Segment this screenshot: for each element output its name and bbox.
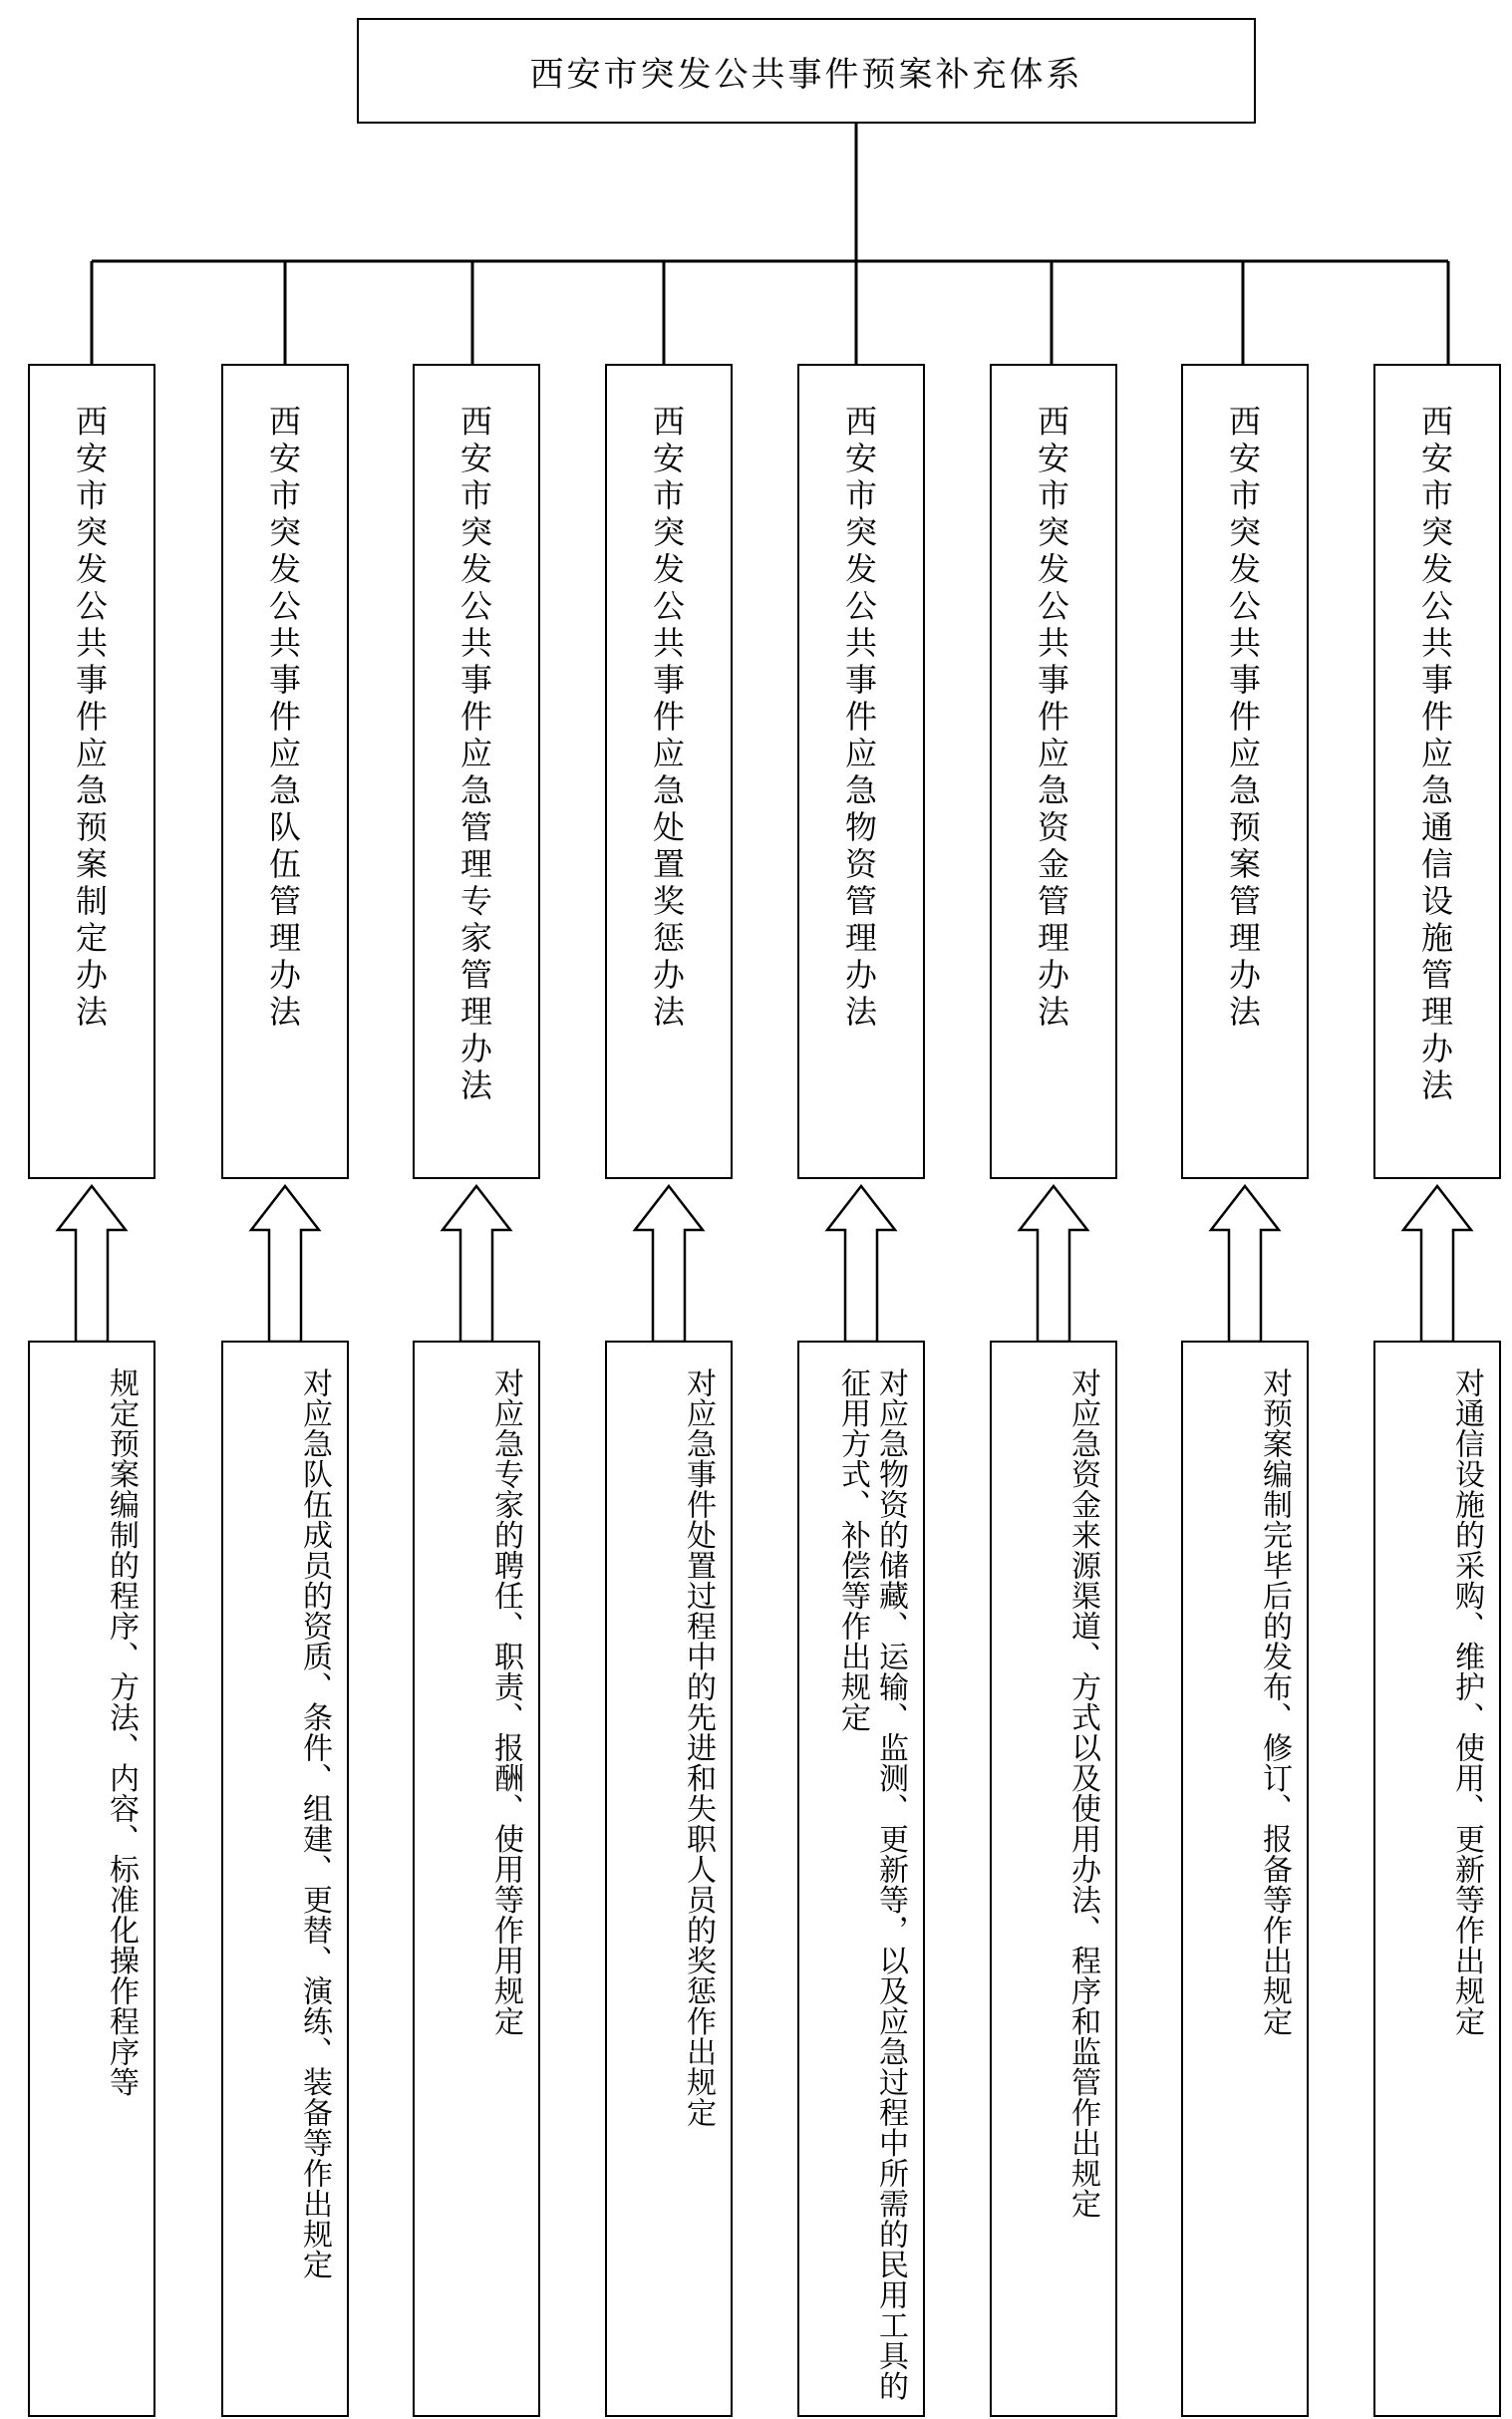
up-arrow-icon <box>247 1184 323 1344</box>
up-arrow-icon <box>631 1184 707 1344</box>
root-title: 西安市突发公共事件预案补充体系 <box>529 54 1083 95</box>
plan-title-4: 西安市突发公共事件应急处置奖惩办法 <box>652 403 685 1031</box>
desc-box-4 <box>605 1341 733 2417</box>
plan-box-6 <box>990 364 1117 1179</box>
up-arrow-icon <box>1207 1184 1283 1344</box>
desc-box-1 <box>28 1341 155 2417</box>
desc-text-7: 对预案编制完毕后的发布、修订、报备等作出规定 <box>1257 1367 1292 2036</box>
desc-text-2: 对应急队伍成员的资质、条件、组建、更替、演练、装备等作出规定 <box>297 1367 332 2279</box>
desc-text-3: 对应急专家的聘任、职责、报酬、使用等作用规定 <box>488 1367 523 2036</box>
plan-title-1: 西安市突发公共事件应急预案制定办法 <box>75 403 108 1031</box>
desc-box-3 <box>413 1341 540 2417</box>
plan-title-8: 西安市突发公共事件应急通信设施管理办法 <box>1420 403 1453 1104</box>
up-arrow-icon <box>823 1184 899 1344</box>
desc-box-7 <box>1181 1341 1309 2417</box>
up-arrow-icon <box>1399 1184 1475 1344</box>
desc-text-5: 对应急物资的储藏、运输、监测、更新等，以及应急过程中所需的民用工具的征用方式、补偿等作出规定 <box>835 1367 908 2401</box>
up-arrow-icon <box>54 1184 130 1344</box>
desc-box-2 <box>221 1341 349 2417</box>
desc-text-1: 规定预案编制的程序、方法、内容、标准化操作程序等 <box>104 1367 139 2097</box>
plan-title-7: 西安市突发公共事件应急预案管理办法 <box>1228 403 1261 1031</box>
plan-title-5: 西安市突发公共事件应急物资管理办法 <box>844 403 877 1031</box>
desc-text-8: 对通信设施的采购、维护、使用、更新等作出规定 <box>1449 1367 1484 2036</box>
root-node <box>357 18 1256 124</box>
desc-text-4: 对应急事件处置过程中的先进和失职人员的奖惩作出规定 <box>681 1367 716 2128</box>
desc-box-5 <box>797 1341 925 2417</box>
desc-box-8 <box>1373 1341 1501 2417</box>
desc-box-6 <box>990 1341 1117 2417</box>
plan-box-1 <box>28 364 155 1179</box>
plan-box-8 <box>1373 364 1501 1179</box>
plan-box-4 <box>605 364 733 1179</box>
desc-text-6: 对应急资金来源渠道、方式以及使用办法、程序和监管作出规定 <box>1065 1367 1100 2219</box>
up-arrow-icon <box>439 1184 514 1344</box>
plan-title-2: 西安市突发公共事件应急队伍管理办法 <box>268 403 301 1031</box>
plan-title-6: 西安市突发公共事件应急资金管理办法 <box>1037 403 1069 1031</box>
plan-box-7 <box>1181 364 1309 1179</box>
plan-box-3 <box>413 364 540 1179</box>
plan-box-5 <box>797 364 925 1179</box>
up-arrow-icon <box>1016 1184 1091 1344</box>
plan-box-2 <box>221 364 349 1179</box>
plan-title-3: 西安市突发公共事件应急管理专家管理办法 <box>459 403 492 1104</box>
